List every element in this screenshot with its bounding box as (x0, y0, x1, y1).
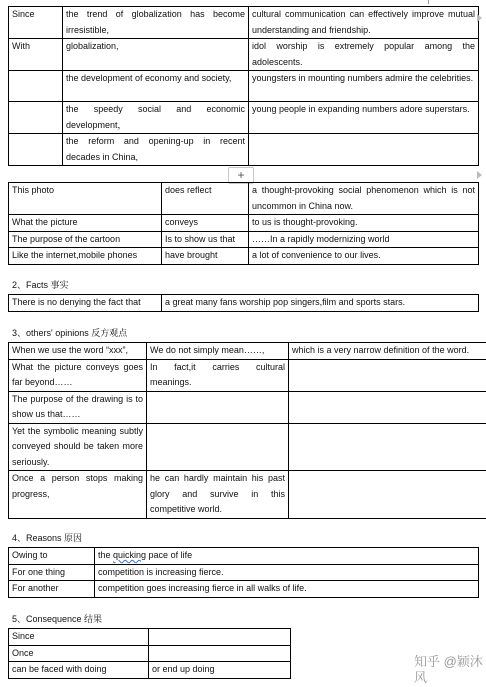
table-cell: can be faced with doing (9, 662, 149, 679)
table-cell: There is no denying the fact that (9, 295, 162, 312)
table-row (9, 134, 479, 166)
table-row (9, 248, 479, 265)
table-cell: idol worship is extremely popular among the adolescents. (249, 39, 479, 71)
table-cell: which is a very narrow definition of the word. (289, 343, 486, 360)
table-row (9, 183, 479, 215)
table-cell: the trend of globalization has become irresistible, (63, 7, 249, 39)
table-cell (9, 102, 63, 134)
table-row (9, 564, 479, 581)
opinions-table (8, 342, 486, 519)
edit-marker (428, 0, 429, 4)
table-cell: does reflect (162, 183, 249, 215)
table-row (9, 359, 486, 391)
table-cell: Like the internet,mobile phones (9, 248, 162, 265)
table-cell: conveys (162, 215, 249, 232)
table-cell (9, 71, 63, 102)
table-cell: the quicking pace of life (95, 548, 479, 565)
table-cell: a lot of convenience to our lives. (249, 248, 479, 265)
table-cell: ……In a rapidly modernizing world (249, 231, 479, 248)
table-cell: the reform and opening-up in recent decades in China, (63, 134, 249, 166)
reasons-table (8, 547, 479, 598)
spellcheck-underline: quicking (113, 550, 147, 560)
table-cell (147, 391, 289, 423)
table-cell: Since (9, 629, 149, 646)
table-cell: Once (9, 645, 149, 662)
table-cell (9, 134, 63, 166)
section-heading-opinions: 3、others' opinions 反方观点 (12, 328, 128, 338)
table-cell: Is to show us that (162, 231, 249, 248)
table-cell: For one thing (9, 564, 95, 581)
table-cell: Once a person stops making progress, (9, 471, 147, 519)
table-cell (289, 391, 486, 423)
table-row (9, 629, 291, 646)
table-cell (149, 645, 291, 662)
table-row (9, 662, 291, 679)
table-cell: With (9, 39, 63, 71)
table-cell: youngsters in mounting numbers admire the celebrities. (249, 71, 479, 102)
table-cell: young people in expanding numbers adore superstars. (249, 102, 479, 134)
table-cell: globalization, (63, 39, 249, 71)
watermark: 知乎 @颖沐风 (414, 654, 483, 685)
table-cell: have brought (162, 248, 249, 265)
table-row (9, 102, 479, 134)
table-cell: For another (9, 581, 95, 598)
table-row (9, 295, 479, 312)
table-row (9, 7, 479, 39)
table-row (9, 423, 486, 471)
table-row (9, 39, 479, 71)
table-cell: Since (9, 7, 63, 39)
table-cell (289, 359, 486, 391)
table-row (9, 645, 291, 662)
table-cell: Yet the symbolic meaning subtly conveyed should be taken more seriously. (9, 423, 147, 471)
expression-table-intro (8, 6, 479, 166)
expression-table-description (8, 182, 479, 265)
table-row (9, 343, 486, 360)
table-cell (249, 134, 479, 166)
table-cell: he can hardly maintain his past glory and survive in this competitive world. (147, 471, 289, 519)
table-cell: When we use the word “xxx”, (9, 343, 147, 360)
table-row (9, 215, 479, 232)
table-cell: or end up doing (149, 662, 291, 679)
table-cell: competition is increasing fierce. (95, 564, 479, 581)
table-row (9, 71, 479, 102)
table-cell: the development of economy and society, (63, 71, 249, 102)
table-cell: What the picture conveys goes far beyond…… (9, 359, 147, 391)
section-heading-reasons: 4、Reasons 原因 (12, 533, 83, 543)
row-marker-icon (477, 171, 482, 179)
table-cell (149, 629, 291, 646)
table-cell: What the picture (9, 215, 162, 232)
table-cell: This photo (9, 183, 162, 215)
facts-table (8, 294, 479, 312)
table-cell: We do not simply mean……, (147, 343, 289, 360)
table-cell (289, 471, 486, 519)
table-cell: a thought-provoking social phenomenon which is not uncommon in China now. (249, 183, 479, 215)
table-cell: a great many fans worship pop singers,film and sports stars. (162, 295, 479, 312)
table-cell: competition goes increasing fierce in all walks of life. (95, 581, 479, 598)
table-row (9, 471, 486, 519)
table-row (9, 581, 479, 598)
row-marker-icon (477, 14, 482, 22)
table-cell (147, 423, 289, 471)
table-cell: to us is thought-provoking. (249, 215, 479, 232)
section-heading-facts: 2、Facts 事实 (12, 280, 69, 290)
table-row (9, 231, 479, 248)
table-cell: cultural communication can effectively improve mutual understanding and friendship. (249, 7, 479, 39)
table-cell: the speedy social and economic development， (63, 102, 249, 134)
table-row (9, 548, 479, 565)
table-cell: In fact,it carries cultural meanings. (147, 359, 289, 391)
consequence-table (8, 628, 291, 679)
section-heading-consequence: 5、Consequence 结果 (12, 614, 103, 624)
table-cell: The purpose of the cartoon (9, 231, 162, 248)
table-cell: The purpose of the drawing is to show us that…… (9, 391, 147, 423)
insert-row-button[interactable]: + (228, 167, 254, 184)
table-row (9, 391, 486, 423)
table-cell (289, 423, 486, 471)
table-cell: Owing to (9, 548, 95, 565)
